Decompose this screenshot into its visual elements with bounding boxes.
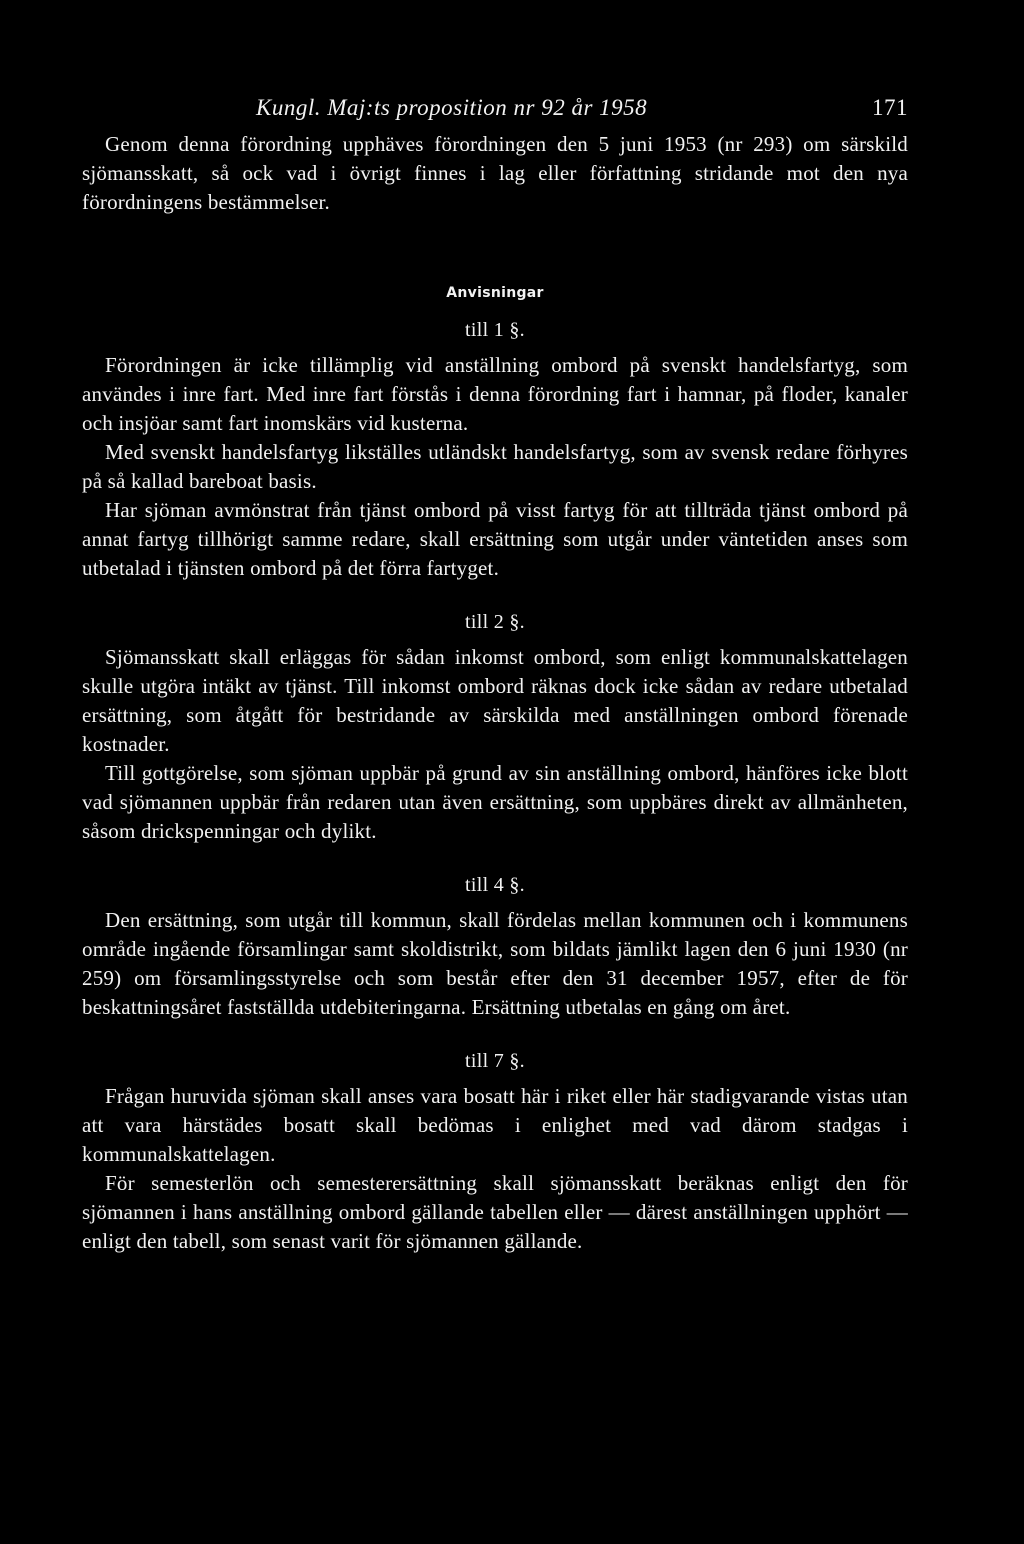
section-till-4 bbox=[82, 872, 908, 1022]
paragraph: Till gottgörelse, som sjöman uppbär på grund av sin anställning ombord, hänföres icke blott vad sjömannen uppbär från redaren utan även ersättning, som uppbäres direkt av allmänheten, såsom drickspenningar och dylikt. bbox=[82, 761, 908, 843]
running-header bbox=[82, 88, 908, 128]
paragraph: Sjömansskatt skall erläggas för sådan inkomst ombord, som enligt kommunalskattelagen skulle utgöra intäkt av tjänst. Till inkomst ombord räknas dock icke sådan av redare utbetalad ersättning, som åtgått för bestridande av särskilda med anställningen ombord förenade kostnader. bbox=[82, 645, 908, 756]
paragraph: Har sjöman avmönstrat från tjänst ombord på visst fartyg för att tillträda tjänst ombord på annat fartyg tillhörigt samme redare, skall ersättning som utgår under väntetiden anses som utbetalad i tjänsten ombord på det förra fartyget. bbox=[82, 498, 908, 580]
paragraph: Med svenskt handelsfartyg likställes utländskt handelsfartyg, som av svensk redare förhyres på så kallad bareboat basis. bbox=[82, 440, 908, 493]
section-label: till 1 §. bbox=[465, 319, 525, 341]
document-page bbox=[82, 88, 908, 1256]
intro-paragraph: Genom denna förordning upphäves förordningen den 5 juni 1953 (nr 293) om särskild sjömansskatt, så ock vad i övrigt finnes i lag eller författning stridande mot den nya förordningens bestämmelser. bbox=[82, 132, 908, 214]
section-label: till 2 §. bbox=[465, 611, 525, 633]
paragraph: Den ersättning, som utgår till kommun, skall fördelas mellan kommunen och i kommunens område ingående församlingar samt skoldistrikt, som bildats jämlikt lagen den 6 juni 1930 (nr 259) om församlingsstyrelse och som består efter den 31 december 1957, efter de för beskattningsåret fastställda utdebiteringarna. Ersättning utbetalas en gång om året. bbox=[82, 908, 908, 1019]
section-till-7 bbox=[82, 1048, 908, 1256]
section-till-1 bbox=[82, 317, 908, 583]
section-heading: Anvisningar bbox=[446, 285, 544, 301]
paragraph: Förordningen är icke tillämplig vid anställning ombord på svenskt handelsfartyg, som användes i inre fart. Med inre fart förstås i denna förordning fart i hamnar, på floder, kanaler och insjöar samt fart inomskärs vid kusterna. bbox=[82, 353, 908, 435]
running-title: Kungl. Maj:ts proposition nr 92 år 1958 bbox=[256, 95, 648, 120]
paragraph: Frågan huruvida sjöman skall anses vara bosatt här i riket eller här stadigvarande vistas utan att vara härstädes bosatt skall bedömas i enlighet med vad därom stadgas i kommunalskattelagen. bbox=[82, 1084, 908, 1166]
section-label: till 4 §. bbox=[465, 874, 525, 896]
page-number: 171 bbox=[872, 95, 908, 120]
section-till-2 bbox=[82, 609, 908, 846]
section-label: till 7 §. bbox=[465, 1050, 525, 1072]
paragraph: För semesterlön och semesterersättning skall sjömansskatt beräknas enligt den för sjömannen i hans anställning ombord gällande tabellen eller — därest anställningen upphört — enligt den tabell, som senast varit för sjömannen gällande. bbox=[82, 1171, 908, 1253]
